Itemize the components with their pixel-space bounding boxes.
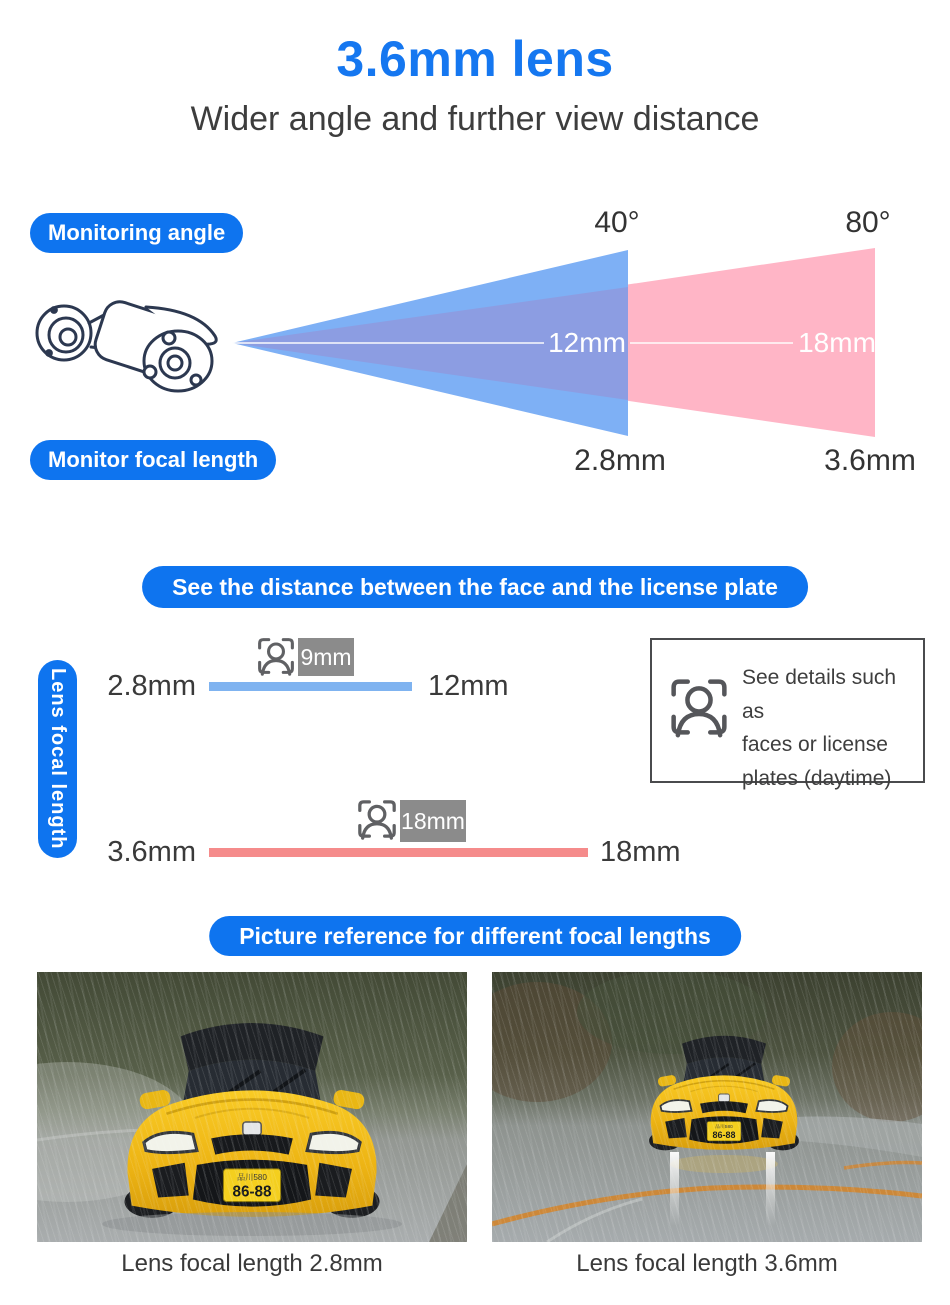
photo-3-6mm (492, 972, 922, 1242)
distance-banner: See the distance between the face and the license plate (142, 566, 808, 608)
info-box (650, 638, 925, 790)
page-title: 3.6mm lens (336, 31, 614, 87)
detect-range-badge: 18mm (400, 800, 466, 842)
face-detect-icon (356, 798, 398, 840)
detect-range-badge: 9mm (298, 638, 354, 676)
cone-distance-label-12mm: 12mm (548, 327, 626, 358)
info-text-line: See details such as (742, 666, 897, 723)
monitoring-angle-pill: Monitoring angle (30, 213, 243, 253)
photo-caption: Lens focal length 3.6mm (576, 1250, 838, 1277)
info-text-line: plates (daytime) (742, 766, 892, 790)
focal-label-2-8mm: 2.8mm (574, 444, 666, 477)
focal-bar-blue (209, 682, 412, 691)
face-detect-icon (256, 636, 296, 676)
picture-banner: Picture reference for different focal lengths (209, 916, 741, 956)
photo-scene-2-8mm (37, 972, 467, 1242)
row-end-label: 12mm (428, 670, 509, 702)
camera-illustration (28, 283, 243, 408)
info-text-line: faces or license (742, 733, 888, 756)
photo-2-8mm (37, 972, 467, 1242)
photo-caption: Lens focal length 2.8mm (121, 1250, 383, 1277)
row-focal-label: 2.8mm (107, 670, 196, 702)
page-subtitle: Wider angle and further view distance (190, 100, 760, 138)
lens-focal-length-side-pill: Lens focal length (38, 660, 77, 858)
cone-distance-label-18mm: 18mm (798, 327, 876, 358)
focal-label-3-6mm: 3.6mm (824, 444, 916, 477)
row-focal-label: 3.6mm (107, 836, 196, 868)
photo-scene-3-6mm (492, 972, 922, 1242)
focal-bar-red (209, 848, 588, 857)
info-text (742, 661, 923, 795)
monitor-focal-length-pill: Monitor focal length (30, 440, 276, 480)
angle-label-40: 40° (594, 206, 640, 239)
angle-label-80: 80° (845, 206, 891, 239)
face-detect-icon-large (668, 670, 730, 744)
row-end-label: 18mm (600, 836, 681, 868)
